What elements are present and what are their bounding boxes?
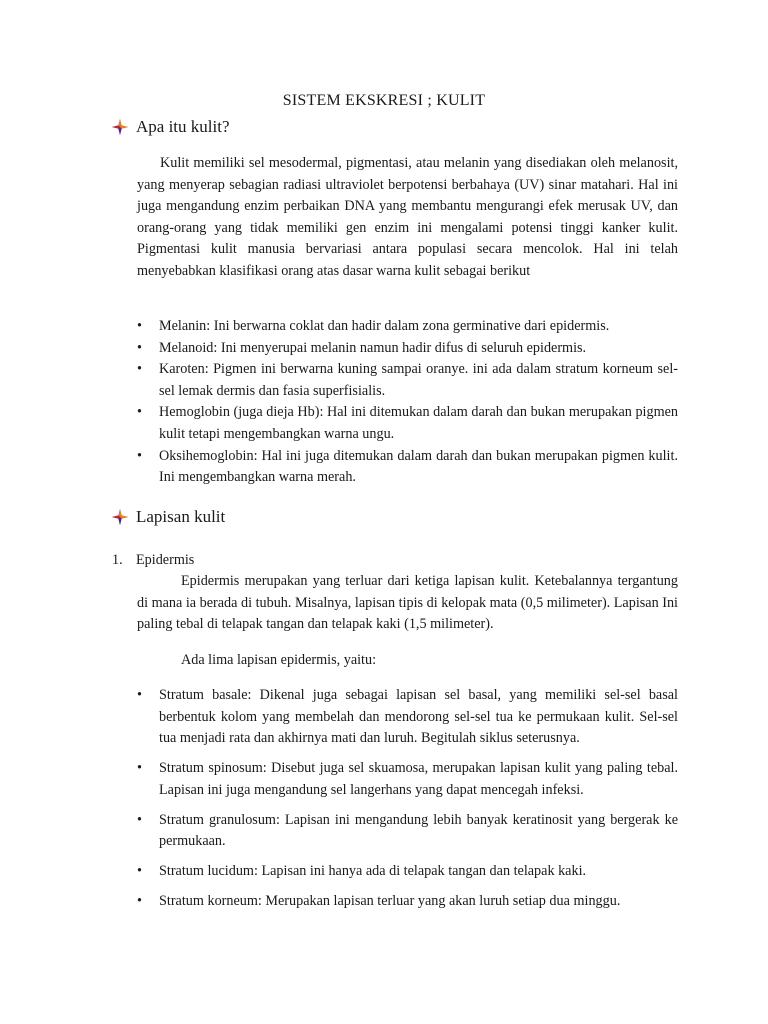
intro-paragraph: Kulit memiliki sel mesodermal, pigmentasi, atau melanin yang disediakan oleh melanosit, yang menyerap sebagian radiasi ultraviolet berpotensi berbahaya (UV) sinar matahari. Hal ini juga mengandung enzim perbaikan DNA yang membantu mengurangi efek merusak UV, dan orang-orang yang tidak memiliki gen enzim ini mengalami potensi tinggi kanker kulit. Pigmentasi kulit manusia bervariasi antara populasi secara mencolok. Hal ini telah menyebabkan klasifikasi orang atas dasar warna kulit sebagai berikut	[137, 155, 678, 279]
list-item: • Karoten: Pigmen ini berwarna kuning sampai oranye. ini ada dalam stratum korneum sel-sel lemak dermis dan fasia superfisialis.	[137, 361, 678, 399]
bullet-dot: •	[137, 318, 142, 334]
bullet-dot: •	[137, 863, 142, 880]
bullet-dot: •	[137, 811, 142, 828]
section-heading-label: Apa itu kulit?	[136, 117, 230, 136]
four-point-star-icon	[112, 119, 128, 135]
bullet-dot: •	[137, 893, 142, 910]
bullet-dot: •	[137, 404, 142, 421]
pigment-list	[137, 316, 678, 489]
section-heading-label: Lapisan kulit	[136, 507, 226, 526]
list-item: • Stratum lucidum: Lapisan ini hanya ada di telapak tangan dan telapak kaki.	[137, 861, 678, 883]
bullet-dot: •	[137, 760, 142, 777]
item-number: 1.	[112, 552, 123, 568]
list-item: • Oksihemoglobin: Hal ini juga ditemukan dalam darah dan bukan merupakan pigmen kulit. Ini mengembangkan warna merah.	[137, 447, 678, 486]
bullet-dot: •	[137, 447, 142, 464]
layers-intro: Ada lima lapisan epidermis, yaitu:	[181, 652, 377, 668]
list-item: • Stratum granulosum: Lapisan ini mengandung lebih banyak keratinosit yang bergerak ke permukaan.	[137, 811, 678, 850]
page-title: SISTEM EKSKRESI ; KULIT	[282, 92, 486, 109]
list-item: • Melanoid: Ini menyerupai melanin namun hadir difus di seluruh epidermis.	[137, 338, 678, 360]
epidermis-layers-list	[137, 685, 678, 921]
bullet-dot: •	[137, 687, 142, 703]
bullet-dot: •	[137, 339, 142, 356]
four-point-star-icon	[112, 509, 128, 525]
list-item: • Stratum korneum: Merupakan lapisan terluar yang akan luruh setiap dua minggu.	[137, 891, 678, 913]
list-item: • Hemoglobin (juga dieja Hb): Hal ini ditemukan dalam darah dan bukan merupakan pigmen kulit tetapi mengembangkan warna ungu.	[137, 404, 678, 442]
item-title: Epidermis	[136, 552, 195, 568]
section-heading-apa-itu-kulit	[112, 117, 229, 137]
section-heading-lapisan-kulit	[112, 507, 225, 527]
epidermis-paragraph: Epidermis merupakan yang terluar dari ketiga lapisan kulit. Ketebalannya tergantung di mana ia berada di tubuh. Misalnya, lapisan tipis di kelopak mata (0,5 milimeter). Lapisan Ini paling tebal di telapak tangan dan telapak kaki (1,5 milimeter).	[137, 573, 678, 633]
bullet-dot: •	[137, 361, 142, 378]
list-item: • Stratum spinosum: Disebut juga sel skuamosa, merupakan lapisan kulit yang paling tebal. Lapisan ini juga mengandung sel langerhans yang dapat mencegah infeksi.	[137, 760, 678, 798]
numbered-item-epidermis	[112, 550, 194, 572]
list-item: • Melanin: Ini berwarna coklat dan hadir dalam zona germinative dari epidermis.	[137, 316, 678, 338]
list-item: • Stratum basale: Dikenal juga sebagai lapisan sel basal, yang memiliki sel-sel basal berbentuk kolom yang membelah dan mendorong sel-sel tua ke permukaan kulit. Sel-sel tua menjadi rata dan akhirnya mati dan luruh. Begitulah siklus seterusnya.	[137, 687, 678, 747]
